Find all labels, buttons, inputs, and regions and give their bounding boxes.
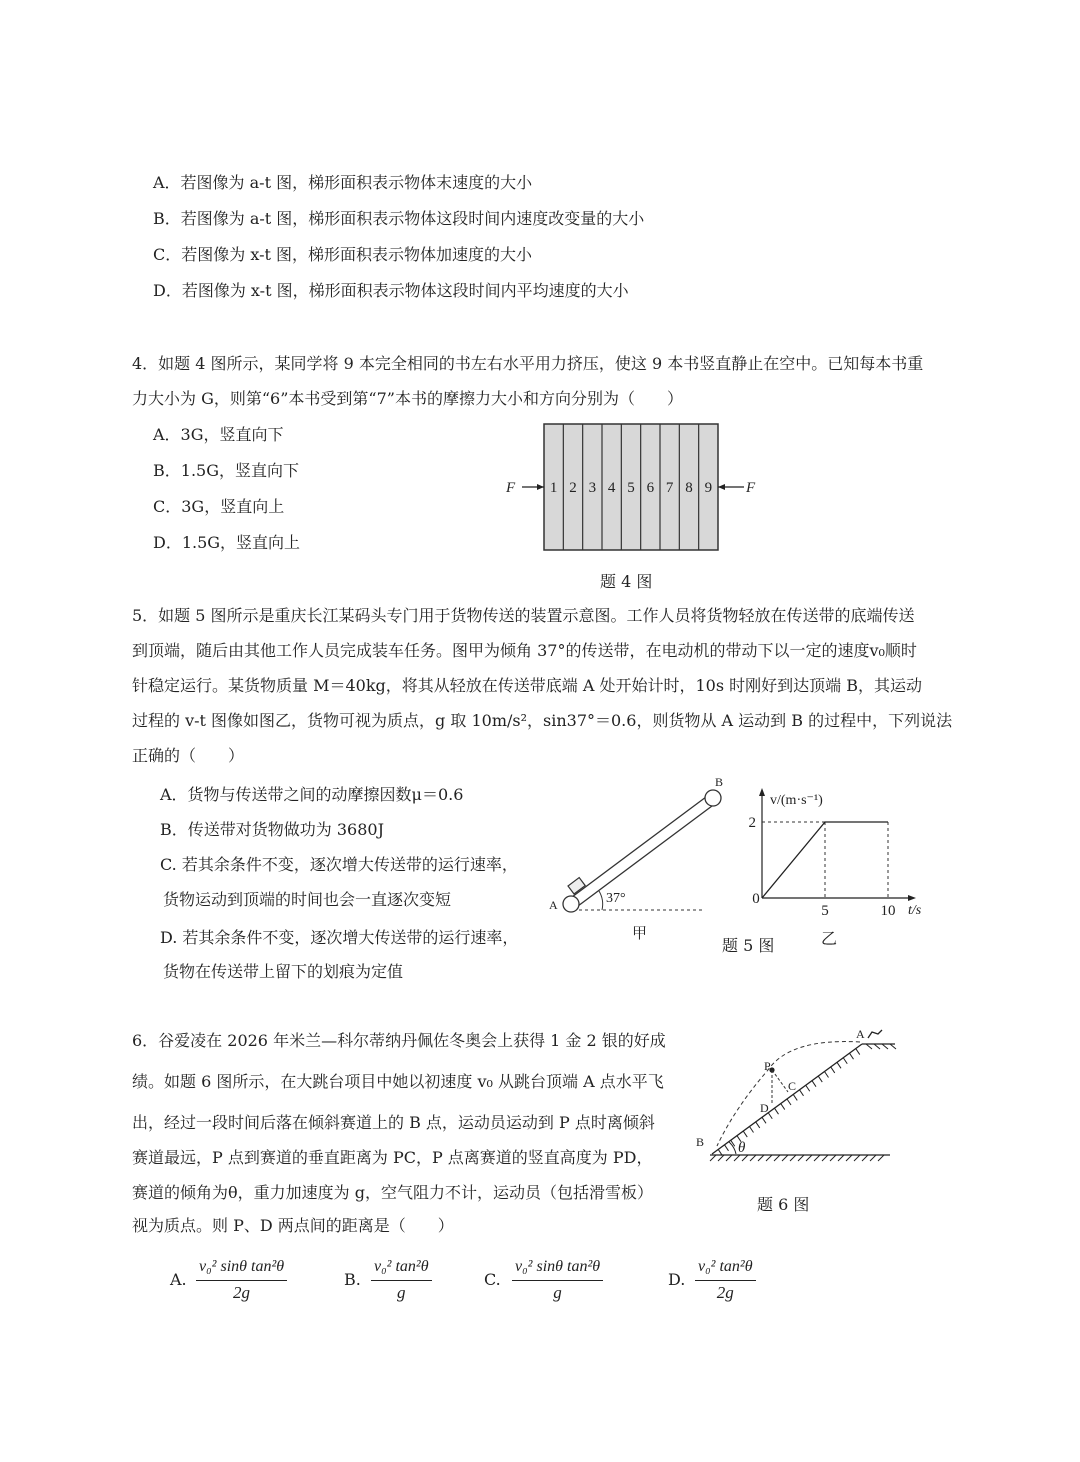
- q6-option-c-numerator: v₀² sinθ tan²θ: [512, 1256, 603, 1281]
- q6-line2: 绩。如题 6 图所示，在大跳台项目中她以初速度 v₀ 从跳台顶端 A 点水平飞: [132, 1072, 664, 1091]
- x-axis-label: t/s: [908, 903, 922, 918]
- q5-option-d-line1: D. 若其余条件不变，逐次增大传送带的运行速率，: [160, 928, 519, 947]
- q6-line1: 6．谷爱凌在 2026 年米兰—科尔蒂纳丹佩佐冬奥会上获得 1 金 2 银的好成: [132, 1031, 666, 1050]
- point-d-label: D: [760, 1101, 769, 1115]
- q6-option-c-denominator: g: [553, 1283, 562, 1302]
- tick-label: 0: [752, 891, 760, 907]
- q6-figure-caption: 题 6 图: [757, 1195, 810, 1214]
- q5-option-a: A．货物与传送带之间的动摩擦因数μ＝0.6: [160, 785, 464, 804]
- right-force-label: F: [746, 480, 756, 496]
- tick-label: 2: [748, 815, 756, 831]
- q6-option-d-fraction: [695, 1256, 756, 1305]
- q6-option-d-denominator: 2g: [716, 1283, 734, 1302]
- q6-line4: 赛道最远，P 点到赛道的垂直距离为 PC，P 点离赛道的竖直高度为 PD，: [132, 1148, 653, 1167]
- q5-stem-line2: 到顶端，随后由其他工作人员完成装车任务。图甲为倾角 37°的传送带，在电动机的带动下以一定的速度v₀顺时: [132, 641, 917, 660]
- q4-option-c: C．3G，竖直向上: [153, 497, 285, 516]
- q6-option-b-numerator: v₀² tan²θ: [371, 1256, 432, 1281]
- point-c-label: C: [788, 1079, 797, 1093]
- book-number-label: 5: [627, 480, 635, 496]
- q6-option-a-denominator: 2g: [233, 1283, 251, 1302]
- yi-caption: 乙: [821, 929, 838, 948]
- q6-option-b-label: B.: [344, 1270, 361, 1289]
- q3-option-d: D．若图像为 x-t 图，梯形面积表示物体这段时间内平均速度的大小: [153, 281, 629, 300]
- q3-option-c: C．若图像为 x-t 图，梯形面积表示物体加速度的大小: [153, 245, 532, 264]
- q5-vt-chart: [740, 780, 940, 950]
- q4-option-d: D．1.5G，竖直向上: [153, 533, 301, 552]
- q5-figure-caption: 题 5 图: [722, 936, 775, 955]
- q4-stem-line2: 力大小为 G，则第“6”本书受到第“7”本书的摩擦力大小和方向分别为（ ）: [132, 389, 683, 408]
- q3-option-a: A．若图像为 a-t 图，梯形面积表示物体末速度的大小: [153, 173, 533, 192]
- point-p-label: P: [764, 1059, 771, 1073]
- point-a-label: A: [856, 1027, 865, 1041]
- q5-conveyor-figure: [540, 772, 740, 952]
- q5-option-b: B．传送带对货物做功为 3680J: [160, 820, 384, 839]
- q5-stem-line1: 5．如题 5 图所示是重庆长江某码头专门用于货物传送的装置示意图。工作人员将货物轻放在传送带的底端传送: [132, 606, 915, 625]
- q6-line3: 出，经过一段时间后落在倾斜赛道上的 B 点，运动员运动到 P 点时离倾斜: [132, 1113, 655, 1132]
- point-b-label: B: [715, 775, 724, 789]
- q4-figure-caption: 题 4 图: [600, 572, 653, 591]
- q4-books-figure: [500, 418, 770, 558]
- q5-stem-line3: 针稳定运行。某货物质量 M＝40kg，将其从轻放在传送带底端 A 处开始计时，10s 时刚好到达顶端 B，其运动: [132, 676, 922, 695]
- book-number-label: 2: [569, 480, 577, 496]
- q6-option-c-label: C.: [484, 1270, 501, 1289]
- q3-option-b: B．若图像为 a-t 图，梯形面积表示物体这段时间内速度改变量的大小: [153, 209, 645, 228]
- q5-option-c-line2: 货物运动到顶端的时间也会一直逐次变短: [163, 890, 452, 909]
- trajectory-curve: [717, 1042, 860, 1146]
- q5-stem-line4: 过程的 v-t 图像如图乙，货物可视为质点，g 取 10m/s²，sin37°＝0.6，则货物从 A 运动到 B 的过程中，下列说法: [132, 711, 953, 730]
- q6-ski-figure: [680, 1018, 910, 1198]
- book-number-label: 7: [665, 480, 674, 496]
- q6-option-a-label: A.: [170, 1270, 187, 1289]
- point-b-label: B: [696, 1135, 705, 1149]
- y-axis-label: v/(m·s⁻¹): [770, 793, 823, 808]
- tick-label: 10: [880, 903, 896, 919]
- q6-option-d-numerator: v₀² tan²θ: [695, 1256, 756, 1281]
- q4-option-b: B．1.5G，竖直向下: [153, 461, 299, 480]
- q6-line6: 视为质点。则 P、D 两点间的距离是（ ）: [132, 1216, 454, 1235]
- book-number-label: 1: [549, 480, 558, 496]
- jia-caption: 甲: [632, 926, 648, 942]
- q6-option-b-denominator: g: [397, 1283, 406, 1302]
- angle-label: 37°: [606, 891, 626, 906]
- tick-label: 5: [821, 903, 829, 919]
- q6-line5: 赛道的倾角为θ，重力加速度为 g，空气阻力不计，运动员（包括滑雪板）: [132, 1183, 653, 1202]
- book-number-label: 8: [685, 480, 693, 496]
- q6-option-b-fraction: [371, 1256, 432, 1305]
- left-force-label: F: [506, 480, 516, 496]
- q4-option-a: A．3G，竖直向下: [153, 425, 284, 444]
- bottom-roller: [563, 896, 579, 912]
- book-number-label: 4: [607, 480, 616, 496]
- q6-option-a-fraction: [196, 1256, 287, 1305]
- q5-stem-line5: 正确的（ ）: [132, 746, 245, 765]
- q4-stem-line1: 4．如题 4 图所示，某同学将 9 本完全相同的书左右水平用力挤压，使这 9 本书竖直静止在空中。已知每本书重: [132, 354, 924, 373]
- book-number-label: 3: [588, 480, 597, 496]
- q6-option-d-label: D.: [668, 1270, 686, 1289]
- book-number-label: 9: [704, 480, 713, 496]
- q6-option-c-fraction: [512, 1256, 603, 1305]
- skier-icon: [868, 1030, 882, 1038]
- point-a-label: A: [549, 898, 558, 912]
- q5-option-d-line2: 货物在传送带上留下的划痕为定值: [163, 962, 404, 981]
- q6-option-a-numerator: v₀² sinθ tan²θ: [196, 1256, 287, 1281]
- theta-label: θ: [738, 1140, 746, 1156]
- q5-option-c-line1: C. 若其余条件不变，逐次增大传送带的运行速率，: [160, 855, 518, 874]
- cargo-block: [568, 878, 585, 894]
- top-roller: [705, 790, 721, 806]
- book-number-label: 6: [646, 480, 655, 496]
